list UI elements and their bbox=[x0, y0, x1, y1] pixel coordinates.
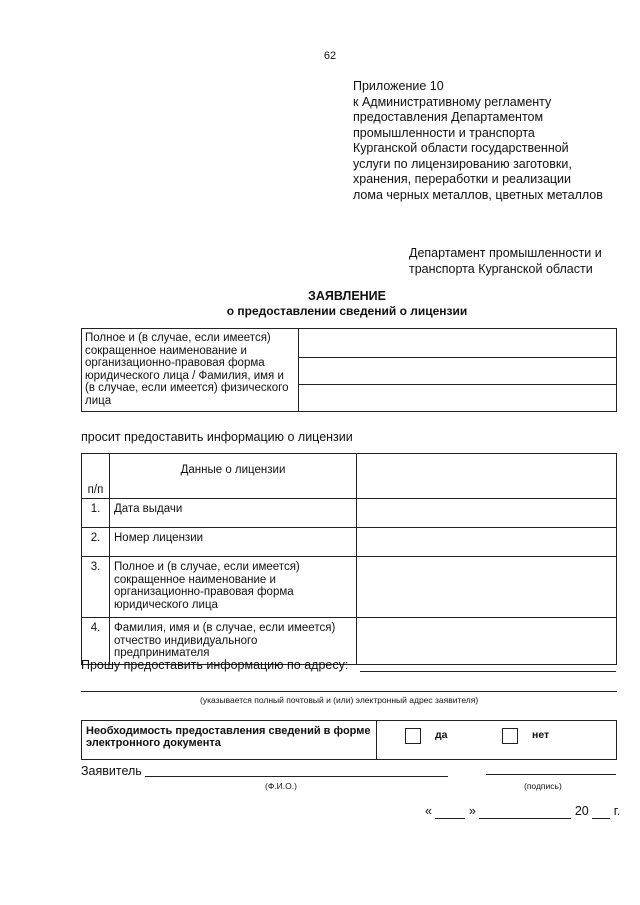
date-block bbox=[425, 804, 620, 819]
entrepreneur-name-field[interactable] bbox=[357, 618, 617, 665]
appendix-block bbox=[353, 79, 603, 203]
appendix-line: Курганской области государственной bbox=[353, 141, 569, 155]
department-line: транспорта Курганской области bbox=[409, 262, 593, 276]
row-num: 2. bbox=[82, 528, 110, 557]
row-label: Дата выдачи bbox=[110, 499, 357, 528]
license-number-field[interactable] bbox=[357, 528, 617, 557]
table-row bbox=[82, 528, 617, 557]
date-close-quote: » bbox=[468, 804, 476, 818]
year-field[interactable] bbox=[592, 804, 610, 819]
appendix-line: хранения, переработки и реализации bbox=[353, 172, 572, 186]
org-name-field[interactable] bbox=[357, 557, 617, 618]
row-label: Фамилия, имя и (в случае, если имеется) отчество индивидуального предпринимателя bbox=[110, 618, 357, 665]
request-text: просит предоставить информацию о лицензии bbox=[81, 430, 353, 444]
no-label: нет bbox=[532, 729, 550, 741]
appendix-line: к Административному регламенту bbox=[353, 94, 552, 109]
row-num: 3. bbox=[82, 557, 110, 618]
department-addressee bbox=[409, 245, 602, 277]
document-title: ЗАЯВЛЕНИЕ bbox=[307, 289, 386, 303]
address-line-2[interactable] bbox=[81, 691, 617, 692]
table-row bbox=[82, 499, 617, 528]
appendix-line: лома черных металлов, цветных металлов bbox=[353, 187, 603, 202]
day-field[interactable] bbox=[435, 804, 465, 819]
header-label: Данные о лицензии bbox=[110, 454, 357, 499]
yes-checkbox[interactable] bbox=[405, 728, 421, 744]
applicant-name-label: Полное и (в случае, если имеется) сокращенное наименование и организационно-правовая форма юридического лица / Фамилия, имя и (в случае, если имеется) физического лица bbox=[82, 329, 299, 412]
row-label: Номер лицензии bbox=[110, 528, 357, 557]
applicant-field-2[interactable] bbox=[299, 358, 617, 385]
electronic-doc-table bbox=[81, 720, 617, 760]
address-line-1[interactable] bbox=[360, 671, 616, 672]
year-suffix: г. bbox=[613, 804, 621, 818]
header-value bbox=[357, 454, 617, 499]
license-table bbox=[81, 453, 617, 665]
month-field[interactable] bbox=[479, 804, 571, 819]
appendix-line: услуги по лицензированию заготовки, bbox=[353, 156, 572, 171]
document-subtitle: о предоставлении сведений о лицензии bbox=[226, 304, 468, 318]
signature-note: (подпись) bbox=[524, 781, 562, 791]
no-checkbox[interactable] bbox=[502, 728, 518, 744]
appendix-line: предоставления Департаментом bbox=[353, 110, 544, 124]
electronic-doc-options bbox=[377, 721, 617, 760]
signature-line[interactable] bbox=[486, 774, 616, 775]
year-prefix: 20 bbox=[574, 804, 589, 818]
applicant-field-1[interactable] bbox=[299, 329, 617, 358]
row-num: 4. bbox=[82, 618, 110, 665]
fio-line[interactable] bbox=[145, 776, 448, 777]
applicant-table bbox=[81, 328, 617, 412]
appendix-line: промышленности и транспорта bbox=[353, 125, 535, 140]
fio-note: (Ф.И.О.) bbox=[265, 781, 297, 791]
address-label: Прошу предоставить информацию по адресу: bbox=[81, 658, 349, 672]
department-line: Департамент промышленности и bbox=[409, 246, 602, 260]
row-num: 1. bbox=[82, 499, 110, 528]
appendix-line: Приложение 10 bbox=[353, 79, 444, 93]
table-row bbox=[82, 557, 617, 618]
applicant-label: Заявитель bbox=[81, 764, 142, 778]
address-note: (указывается полный почтовый и (или) электронный адрес заявителя) bbox=[200, 695, 479, 705]
row-label: Полное и (в случае, если имеется) сокращенное наименование и организационно-правовая форма юридического лица bbox=[110, 557, 357, 618]
electronic-doc-label: Необходимость предоставления сведений в форме электронного документа bbox=[82, 721, 377, 760]
applicant-field-3[interactable] bbox=[299, 385, 617, 412]
yes-label: да bbox=[435, 729, 448, 741]
issue-date-field[interactable] bbox=[357, 499, 617, 528]
page-number: 62 bbox=[323, 50, 337, 62]
date-open-quote: « bbox=[425, 804, 432, 818]
header-num: п/п bbox=[82, 454, 110, 499]
